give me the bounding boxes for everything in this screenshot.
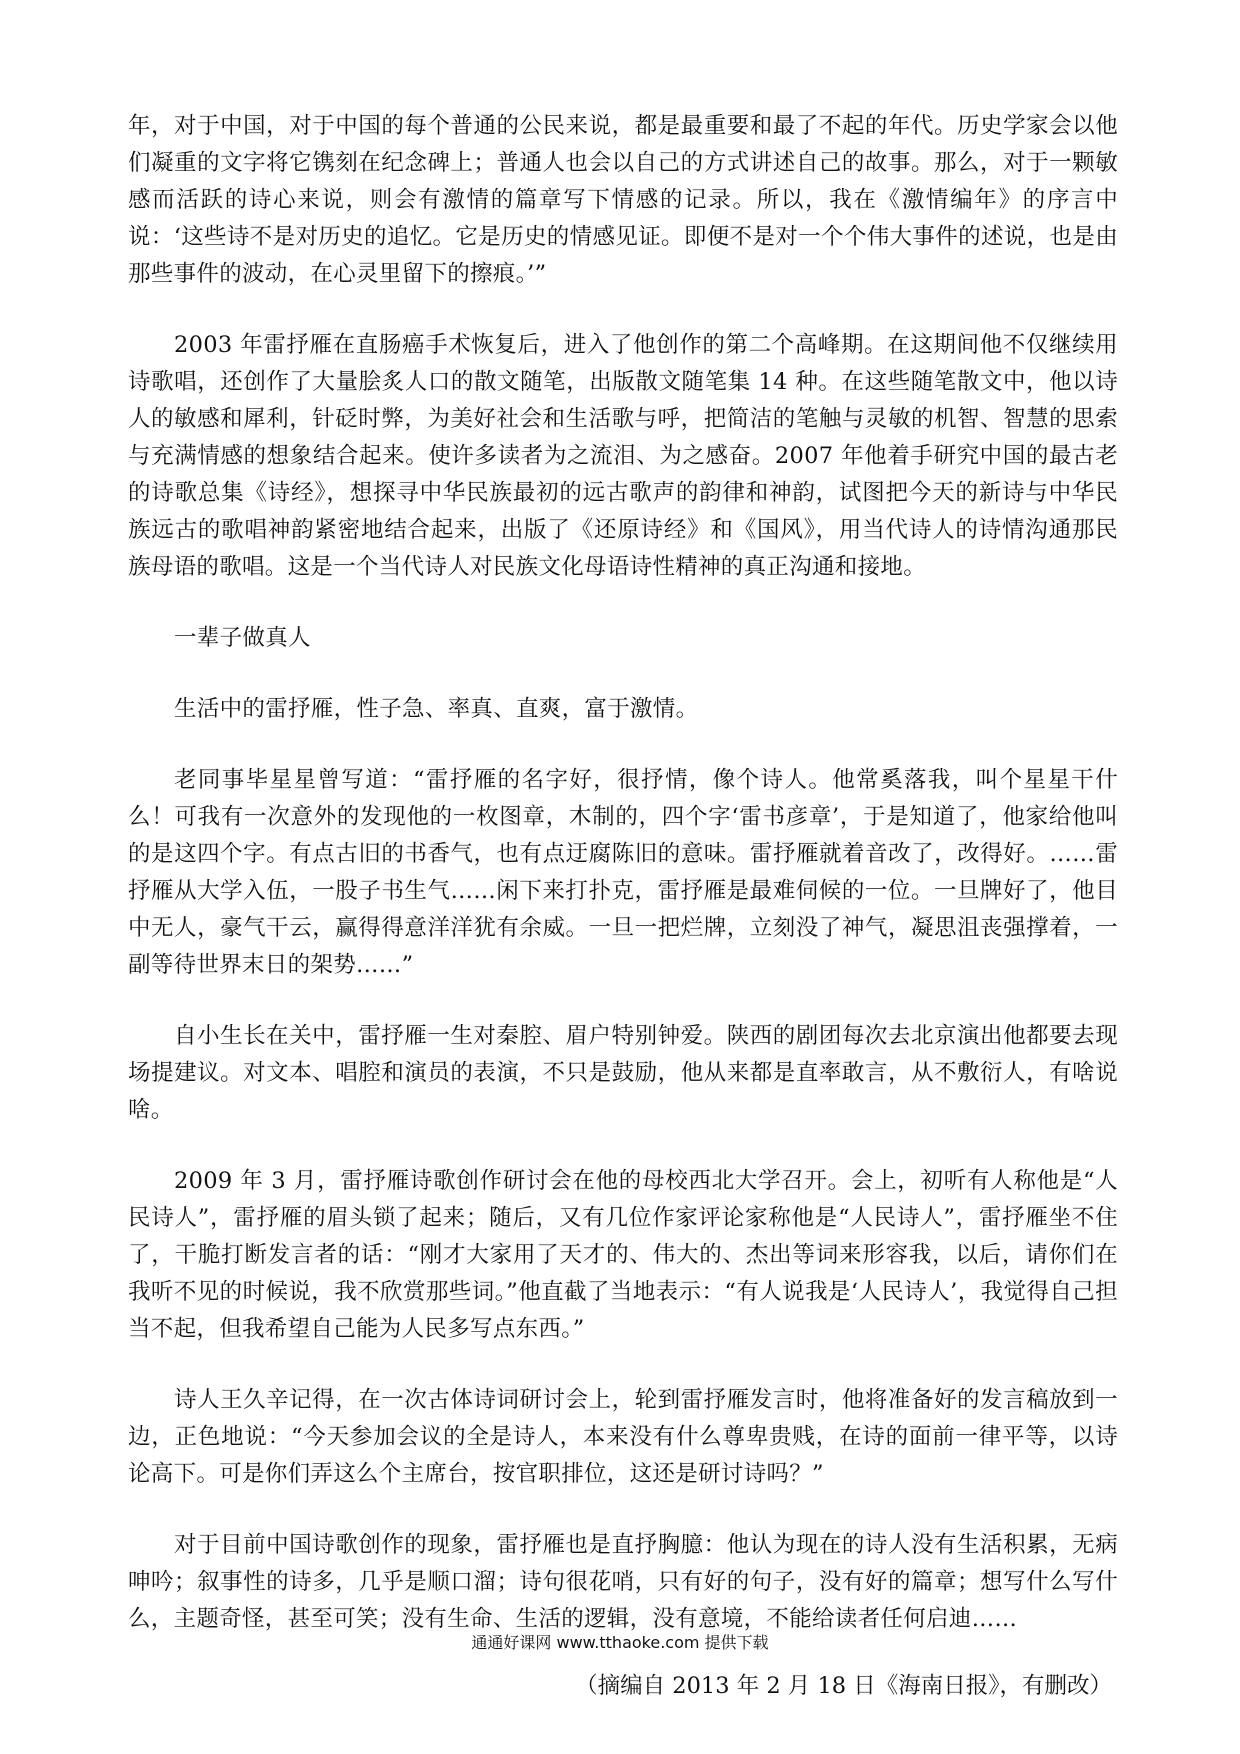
paragraph-qinqiang: 自小生长在关中，雷抒雁一生对秦腔、眉户特别钟爱。陕西的剧团每次去北京演出他都要去现场提建议。对文本、唱腔和演员的表演，不只是鼓励，他从来都是直率敢言，从不敷衍人，有啥说啥。 (128, 1023, 1118, 1123)
section-heading: 一辈子做真人 (174, 625, 311, 651)
footer-download-note: 通通好课网 www.tthaoke.com 提供下载 (471, 1633, 769, 1652)
paragraph-symposium: 2009 年 3 月，雷抒雁诗歌创作研讨会在他的母校西北大学召开。会上，初听有人称他是“人民诗人”，雷抒雁的眉头锁了起来；随后，又有几位作家评论家称他是“人民诗人”，雷抒雁坐不住了，干脆打断发言者的话：“刚才大家用了天才的、伟大的、杰出等词来形容我，以后，请你们在我听不见的时候说，我不欣赏那些词。”他直截了当地表示：“有人说我是‘人民诗人’，我觉得自己担当不起，但我希望自己能为人民多写点东西。” (128, 1168, 1118, 1342)
source-citation: （摘编自 2013 年 2 月 18 日《海南日报》，有删改） (575, 1673, 1112, 1699)
paragraph-personality: 生活中的雷抒雁，性子急、率真、直爽，富于激情。 (174, 696, 699, 722)
paragraph-continuation: 年，对于中国，对于中国的每个普通的公民来说，都是最重要和最了不起的年代。历史学家会以他们凝重的文字将它镌刻在纪念碑上；普通人也会以自己的方式讲述自己的故事。那么，对于一颗敏感而活跃的诗心来说，则会有激情的篇章写下情感的记录。所以，我在《激情编年》的序言中说：‘这些诗不是对历史的追忆。它是历史的情感见证。即便不是对一个个伟大事件的述说，也是由那些事件的波动，在心灵里留下的擦痕。’” (128, 113, 1118, 287)
paragraph-colleague-quote: 老同事毕星星曾写道：“雷抒雁的名字好，很抒情，像个诗人。他常奚落我，叫个星星干什么！可我有一次意外的发现他的一枚图章，木制的，四个字‘雷书彦章’，于是知道了，他家给他叫的是这四个字。有点古旧的书香气，也有点迂腐陈旧的意味。雷抒雁就着音改了，改得好。……雷抒雁从大学入伍，一股子书生气……闲下来打扑克，雷抒雁是最难伺候的一位。一旦牌好了，他目中无人，豪气干云，赢得得意洋洋犹有余威。一旦一把烂牌，立刻没了神气，凝思沮丧强撑着，一副等待世界末日的架势……” (128, 767, 1118, 978)
paragraph-wang-jiuxin: 诗人王久辛记得，在一次古体诗词研讨会上，轮到雷抒雁发言时，他将准备好的发言稿放到一边，正色地说：“今天参加会议的全是诗人，本来没有什么尊卑贵贱，在诗的面前一律平等，以诗论高下。可是你们弄这么个主席台，按官职排位，这还是研讨诗吗？” (128, 1387, 1118, 1487)
paragraph-poetry-critique: 对于目前中国诗歌创作的现象，雷抒雁也是直抒胸臆：他认为现在的诗人没有生活积累，无病呻吟；叙事性的诗多，几乎是顺口溜；诗句很花哨，只有好的句子，没有好的篇章；想写什么写什么，主题奇怪，甚至可笑；没有生命、生活的逻辑，没有意境，不能给读者任何启迪…… (128, 1532, 1118, 1632)
paragraph-second-peak: 2003 年雷抒雁在直肠癌手术恢复后，进入了他创作的第二个高峰期。在这期间他不仅继续用诗歌唱，还创作了大量脍炙人口的散文随笔，出版散文随笔集 14 种。在这些随笔散文中，他以诗人的敏感和犀利，针砭时弊，为美好社会和生活歌与呼，把简洁的笔触与灵敏的机智、智慧的思索与充满情感的想象结合起来。使许多读者为之流泪、为之感奋。2007 年他着手研究中国的最古老的诗歌总集《诗经》，想探寻中华民族最初的远古歌声的韵律和神韵，试图把今天的新诗与中华民族远古的歌唱神韵紧密地结合起来，出版了《还原诗经》和《国风》，用当代诗人的诗情沟通那民族母语的歌唱。这是一个当代诗人对民族文化母语诗性精神的真正沟通和接地。 (128, 332, 1118, 580)
article-body (128, 108, 1118, 1705)
